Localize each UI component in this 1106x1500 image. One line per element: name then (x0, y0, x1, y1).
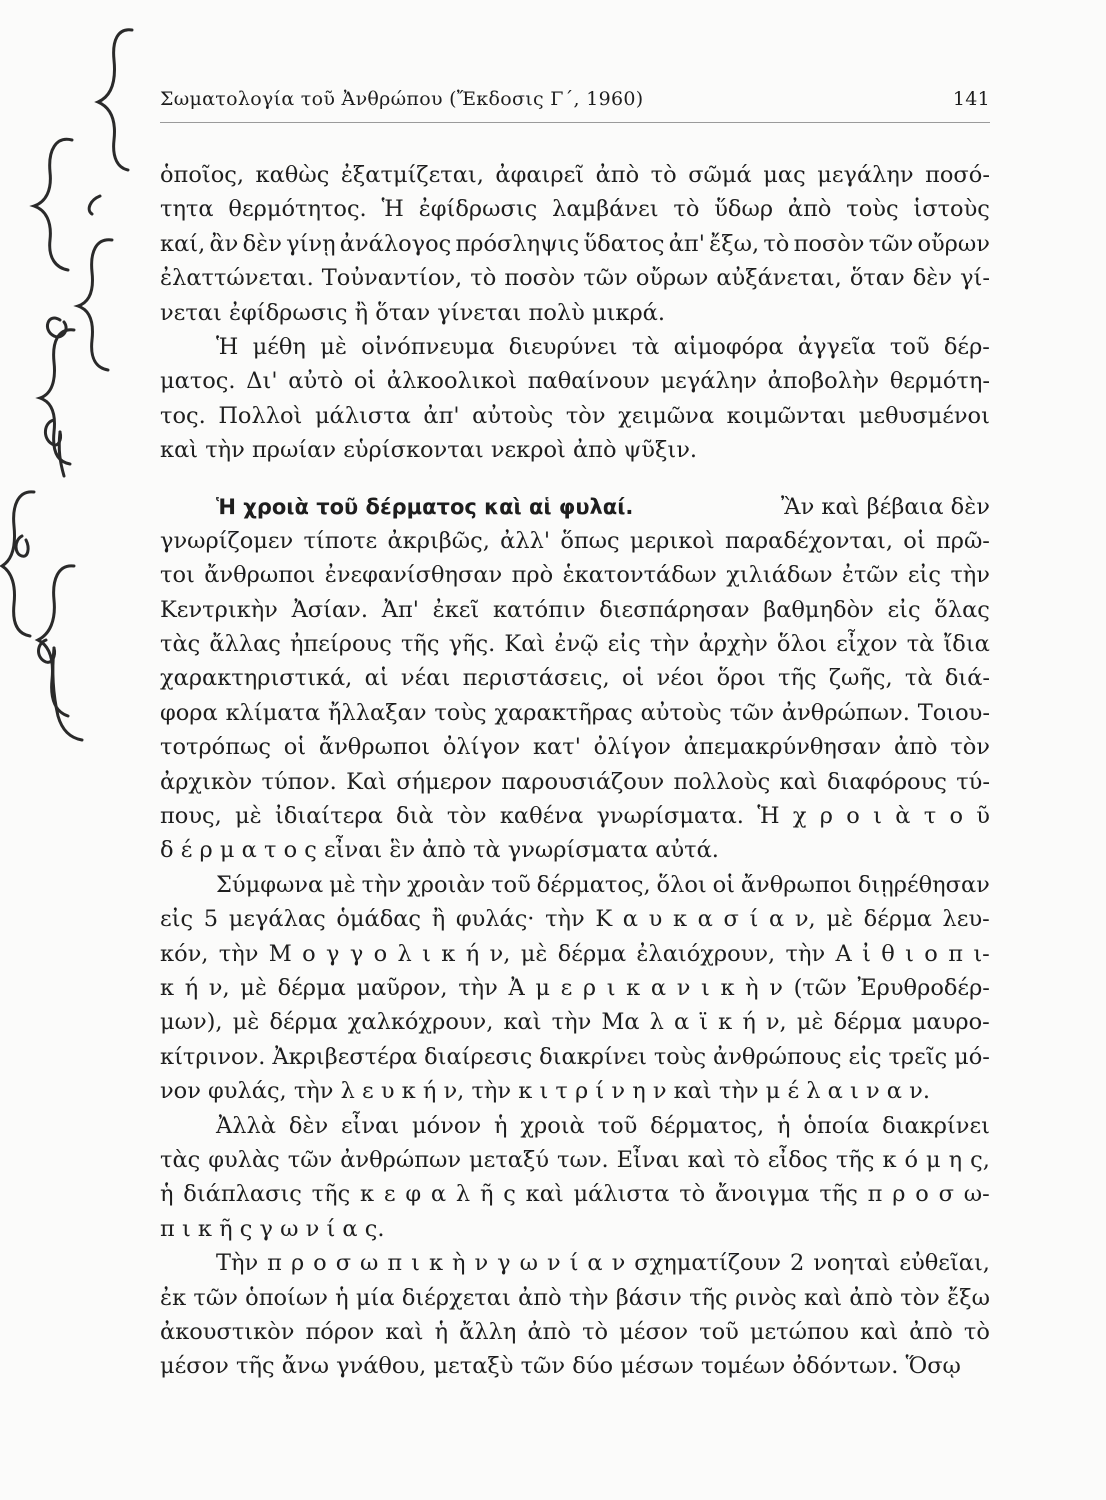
text-line (160, 1349, 990, 1383)
line-text: καὶ τὴν πρωίαν εὑρίσκονται νεκροὶ ἀπὸ ψῦξιν. (160, 437, 698, 464)
line-text: Κεντρικὴν Ἀσίαν. Ἀπ' ἐκεῖ κατόπιν διεσπάρησαν βαθμηδὸν εἰς ὅλας (160, 596, 990, 623)
line-text: ἐλαττώνεται. Τοὐναντίον, τὸ ποσὸν τῶν οὔρων αὐξάνεται, ὅταν δὲν γί- (160, 265, 990, 292)
text-line (160, 799, 990, 833)
text-line (160, 524, 990, 558)
text-line (160, 296, 990, 330)
line-text: ἀρχικὸν τύπον. Καὶ σήμερον παρουσιάζουν πολλοὺς καὶ διαφόρους τύ- (160, 768, 990, 795)
line-text: εἰς 5 μεγάλας ὁμάδας ἢ φυλάς· τὴν Κ α υ κ α σ ί α ν, μὲ δέρμα λευ- (160, 906, 990, 933)
line-text: μέσον τῆς ἄνω γνάθου, μεταξὺ τῶν δύο μέσων τομέων ὀδόντων. Ὅσῳ (160, 1353, 961, 1380)
text-line (160, 433, 990, 467)
line-text: Σύμφωνα μὲ τὴν χροιὰν τοῦ δέρματος, ὅλοι οἱ ἄνθρωποι διῃρέθησαν (216, 871, 990, 898)
line-text: ἡ διάπλασις τῆς κ ε φ α λ ῆ ς καὶ μάλιστα τὸ ἄνοιγμα τῆς π ρ ο σ ω- (160, 1181, 990, 1208)
text-line (160, 261, 990, 295)
text-line (160, 765, 990, 799)
text-line (160, 696, 990, 730)
running-header (160, 88, 990, 118)
line-text: π ι κ ῆ ς γ ω ν ί α ς. (160, 1215, 385, 1242)
text-line (160, 902, 990, 936)
text-line (160, 1074, 990, 1108)
section-gap (160, 468, 990, 490)
header-title: Σωματολογία τοῦ Ἀνθρώπου (Ἔκδοσις Γ΄, 1960) (160, 88, 644, 110)
paragraph (160, 868, 990, 1109)
text-line (160, 192, 990, 226)
section-heading: Ἡ χροιὰ τοῦ δέρματος καὶ αἱ φυλαί. (216, 494, 634, 519)
line-text: χαρακτηριστικά, αἱ νέαι περιστάσεις, οἱ νέοι ὅροι τῆς ζωῆς, τὰ διά- (160, 665, 990, 692)
line-text: Ἡ μέθη μὲ οἰνόπνευμα διευρύνει τὰ αἱμοφόρα ἀγγεῖα τοῦ δέρ- (216, 333, 990, 360)
header-rule (160, 122, 990, 123)
text-line (160, 868, 990, 902)
line-text: νεται ἐφίδρωσις ἢ ὅταν γίνεται πολὺ μικρά. (160, 299, 666, 326)
page-number: 141 (952, 88, 990, 110)
text-line (160, 730, 990, 764)
text-line (160, 661, 990, 695)
text-line (160, 330, 990, 364)
text-line (160, 558, 990, 592)
text-line (160, 1005, 990, 1039)
text-line (160, 1177, 990, 1211)
text-line (160, 1143, 990, 1177)
text-line (160, 158, 990, 192)
text-line (160, 364, 990, 398)
line-text: τοι ἄνθρωποι ἐνεφανίσθησαν πρὸ ἑκατοντάδων χιλιάδων ἐτῶν εἰς τὴν (160, 562, 990, 589)
paragraph (160, 1246, 990, 1384)
line-text: ἀκουστικὸν πόρον καὶ ἡ ἄλλη ἀπὸ τὸ μέσον τοῦ μετώπου καὶ ἀπὸ τὸ (160, 1318, 990, 1345)
paragraph (160, 490, 990, 868)
text-line (160, 833, 990, 867)
line-text: καί, ἂν δὲν γίνῃ ἀνάλογος πρόσληψις ὕδατος ἀπ' ἔξω, τὸ ποσὸν τῶν οὔρων (160, 230, 990, 257)
margin-handwritten-brackets (0, 0, 140, 1500)
line-text: ματος. Δι' αὐτὸ οἱ ἀλκοολικοὶ παθαίνουν μεγάλην ἀποβολὴν θερμότη- (160, 368, 990, 395)
text-line (160, 1212, 990, 1246)
line-text: τὰς ἄλλας ἠπείρους τῆς γῆς. Καὶ ἐνῷ εἰς τὴν ἀρχὴν ὅλοι εἶχον τὰ ἴδια (160, 631, 990, 658)
line-text: Ἀλλὰ δὲν εἶναι μόνον ἡ χροιὰ τοῦ δέρματος, ἡ ὁποία διακρίνει (216, 1112, 990, 1139)
line-text: γνωρίζομεν τίποτε ἀκριβῶς, ἀλλ' ὅπως μερικοὶ παραδέχονται, οἱ πρῶ- (160, 527, 990, 554)
line-text: κ ή ν, μὲ δέρμα μαῦρον, τὴν Ἀ μ ε ρ ι κ α ν ι κ ὴ ν (τῶν Ἐρυθροδέρ- (160, 974, 990, 1001)
paragraph (160, 158, 990, 330)
line-text: κίτρινον. Ἀκριβεστέρα διαίρεσις διακρίνει τοὺς ἀνθρώπους εἰς τρεῖς μό- (160, 1043, 990, 1070)
text-line (160, 627, 990, 661)
line-text: φορα κλίματα ἤλλαξαν τοὺς χαρακτῆρας αὐτοὺς τῶν ἀνθρώπων. Τοιου- (160, 699, 990, 726)
body-text (160, 158, 990, 1384)
line-text: τος. Πολλοὶ μάλιστα ἀπ' αὐτοὺς τὸν χειμῶνα κοιμῶνται μεθυσμένοι (160, 402, 990, 429)
line-text: πους, μὲ ἰδιαίτερα διὰ τὸν καθένα γνωρίσματα. Ἡ χ ρ ο ι ὰ τ ο ῦ (160, 803, 990, 830)
line-text: νον φυλάς, τὴν λ ε υ κ ή ν, τὴν κ ι τ ρ ί ν η ν καὶ τὴν μ έ λ α ι ν α ν. (160, 1078, 930, 1105)
text-line (160, 1040, 990, 1074)
line-text: τητα θερμότητος. Ἡ ἐφίδρωσις λαμβάνει τὸ ὕδωρ ἀπὸ τοὺς ἱστοὺς (160, 196, 990, 223)
text-line (160, 937, 990, 971)
paragraph (160, 1109, 990, 1247)
text-line (160, 399, 990, 433)
line-text: τοτρόπως οἱ ἄνθρωποι ὀλίγον κατ' ὀλίγον ἀπεμακρύνθησαν ἀπὸ τὸν (160, 734, 990, 761)
text-line (160, 1315, 990, 1349)
paragraph (160, 330, 990, 468)
line-text: τὰς φυλὰς τῶν ἀνθρώπων μεταξύ των. Εἶναι καὶ τὸ εἶδος τῆς κ ό μ η ς, (160, 1146, 990, 1173)
line-text: κόν, τὴν Μ ο γ γ ο λ ι κ ή ν, μὲ δέρμα ἐλαιόχρουν, τὴν Α ἰ θ ι ο π ι- (160, 940, 990, 967)
text-line (160, 1281, 990, 1315)
line-text: Ἂν καὶ βέβαια δὲν (781, 493, 990, 520)
text-line (160, 1246, 990, 1280)
line-text: δ έ ρ μ α τ ο ς εἶναι ἓν ἀπὸ τὰ γνωρίσματα αὐτά. (160, 837, 719, 864)
line-text: ὁποῖος, καθὼς ἐξατμίζεται, ἀφαιρεῖ ἀπὸ τὸ σῶμά μας μεγάλην ποσό- (160, 162, 990, 188)
line-text: μων), μὲ δέρμα χαλκόχρουν, καὶ τὴν Μα λ α ϊ κ ή ν, μὲ δέρμα μαυρο- (160, 1009, 990, 1036)
text-line (160, 227, 990, 261)
text-line (160, 490, 990, 524)
line-text: ἐκ τῶν ὁποίων ἡ μία διέρχεται ἀπὸ τὴν βάσιν τῆς ρινὸς καὶ ἀπὸ τὸν ἔξω (160, 1284, 990, 1311)
line-text: Τὴν π ρ ο σ ω π ι κ ὴ ν γ ω ν ί α ν σχηματίζουν 2 νοηταὶ εὐθεῖαι, (216, 1250, 990, 1277)
text-line (160, 593, 990, 627)
text-line (160, 1109, 990, 1143)
handwritten-brace-icon (0, 0, 140, 1500)
text-line (160, 971, 990, 1005)
